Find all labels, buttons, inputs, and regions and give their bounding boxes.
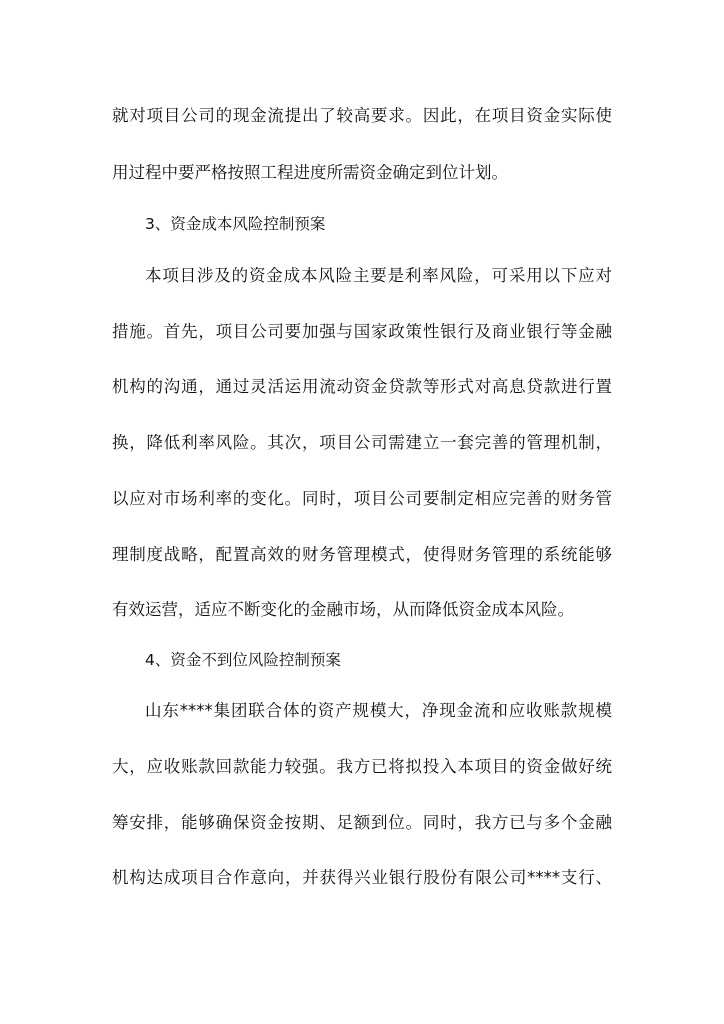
body-text-line: 有效运营，适应不断变化的金融市场，从而降低资金成本风险。: [112, 600, 574, 619]
body-text-line: 就对项目公司的现金流提出了较高要求。因此，在项目资金实际使: [112, 106, 612, 125]
body-text-line: 山东****集团联合体的资产规模大，净现金流和应收账款规模: [145, 701, 612, 720]
body-text-line: 机构达成项目合作意向，并获得兴业银行股份有限公司****支行、: [112, 868, 612, 887]
section-heading: 3、资金成本风险控制预案: [145, 215, 326, 233]
body-text-line: 本项目涉及的资金成本风险主要是利率风险，可采用以下应对: [145, 266, 612, 285]
body-text-line: 换，降低利率风险。其次，项目公司需建立一套完善的管理机制，: [112, 433, 612, 452]
body-text-line: 用过程中要严格按照工程进度所需资金确定到位计划。: [112, 163, 508, 182]
section-heading: 4、资金不到位风险控制预案: [145, 651, 341, 669]
body-text-line: 理制度战略，配置高效的财务管理模式，使得财务管理的系统能够: [112, 545, 612, 564]
body-text-line: 筹安排，能够确保资金按期、足额到位。同时，我方已与多个金融: [112, 813, 612, 832]
body-text-line: 措施。首先，项目公司要加强与国家政策性银行及商业银行等金融: [112, 322, 612, 341]
body-text-line: 大，应收账款回款能力较强。我方已将拟投入本项目的资金做好统: [112, 757, 612, 776]
body-text-line: 机构的沟通，通过灵活运用流动资金贷款等形式对高息贷款进行置: [112, 377, 612, 396]
body-text-line: 以应对市场利率的变化。同时，项目公司要制定相应完善的财务管: [112, 489, 612, 508]
